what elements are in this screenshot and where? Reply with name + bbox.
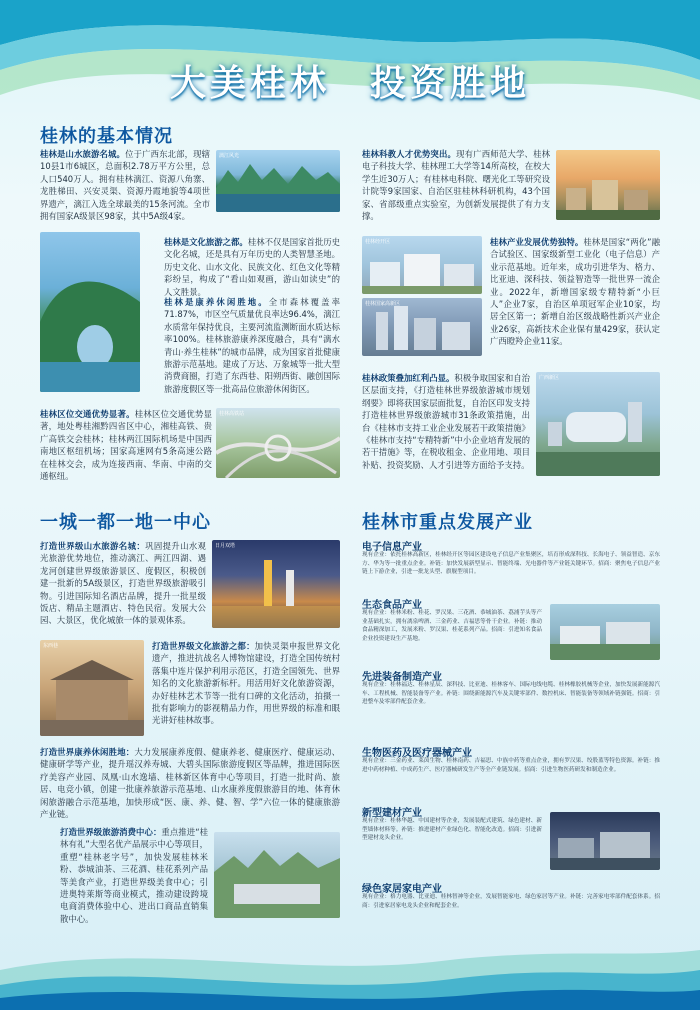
paragraph-policy: 桂林政策叠加红利凸显。积极争取国家和自治区层面支持，《打造桂林世界级旅游城市规划纲要》即将获国家层面批复，自治区印发支持打造桂林世界级旅游城市31条政策措施，出台《桂林市支持工业企业发展若干政策措施》《桂林市支持“专精特新”中小企业培育发展的若干措施》等，在税收租金、企业用地、项目补贴、投资奖励、人才引进等方面给予支持。	[362, 373, 531, 470]
page-title: 大美桂林 投资胜地	[169, 63, 530, 104]
industry-title: 生物医药及医疗器械产业	[362, 748, 472, 759]
industry-text: 现有企业：桂林米粉、桂花、罗汉果、三花酒、恭城油茶、荔浦芋头等产业基础扎实，拥有漓泉啤酒、三金药业、吉福思等骨干企业。补链：推动食品精深加工，发展米粉、罗汉果、桂花系列产品。招商：引进知名食品企业投资建设生产基地。	[362, 610, 542, 642]
paragraph-transport: 桂林区位交通优势显著。桂林区位交通优势显著，地处粤桂湘黔四省区中心，湘桂高铁、贵广高铁交会桂林；桂林两江国际机场是中国西南地区枢纽机场；国家高速网有5条高速公路在桂林交会，成为连接西南、华南、中南的交通枢纽。	[40, 409, 213, 482]
paragraph-culture-city: 打造世界级文化旅游之都：加快灵渠申报世界文化遗产，推进抗战名人博物馆建设，打造全国传统村落集中连片保护利用示范区，打造全国领先、世界知名的文化旅游新标杆。用活用好文化旅游资源，办好桂林艺术节等一批有口碑的文化活动，拍摄一批有影响力的影视精品力作，用世界级的标准和眼光讲好桂林故事。	[152, 641, 341, 726]
photo-caption: 广西新区	[539, 375, 560, 381]
photo-caption: 日月双塔	[215, 543, 236, 549]
food-industrial-park-photo	[550, 604, 660, 660]
industry-text: 现有企业：格力电器、比亚迪、桂林智神等企业，发展智能家电、绿色家居等产业。补链：完善家电零部件配套体系。招商：引进家居家电龙头企业和配套企业。	[362, 894, 660, 909]
paragraph-consumption-center: 打造世界级旅游消费中心：重点推进“桂林有礼”大型名优产品展示中心等项目，重塑“桂林老字号”，加快发展桂林米粉、恭城油茶、三花酒、桂花系列产品等美食产业，打造世界级美食中心；引进奥特莱斯等商业模式，推动建设跨境电商消费体验中心、进出口商品直销集散中心。	[60, 827, 208, 924]
industry-text: 现有企业：依托桂林高新区，桂林经开区等园区建设电子信息产业集聚区，培育形成深科技、长海电子、领益智造、京东方、华为等一批重点企业。补链：加快发展新型显示、智能终端、光电器件等产业链关键环节。招商：聚焦电子信息产业链上下游企业，引进一批龙头型、旗舰型项目。	[362, 552, 660, 576]
high-tech-zone-photo	[362, 298, 482, 356]
photo-caption: 桂林高铁站	[219, 411, 245, 417]
paragraph-health: 桂林是康养休闲胜地。全市森林覆盖率71.87%，市区空气质量优良率达96.4%，漓江水质常年保持优良，主要河流监测断面水质达标率100%。桂林旅游康养深度融合，具有“漓水青山·养生桂林”的城市品牌，成为国家首批健康旅游示范基地。建成了万达、万象城等一批大型消费商圈，打造了东西巷、阳朔西街、融创国际旅游度假区等一批高品位旅游休闲街区。	[164, 297, 340, 394]
li-river-photo	[216, 150, 340, 212]
elephant-trunk-hill-photo	[40, 232, 140, 392]
photo-caption: 桂林经开区	[365, 239, 391, 245]
photo-caption: 桂林国家高新区	[365, 301, 401, 307]
university-campus-photo	[556, 150, 660, 220]
paragraph-culture: 桂林是文化旅游之都。桂林不仅是国家首批历史文化名城，还是具有万年历史的人类智慧圣地。历史文化、山水文化、民族文化、红色文化等精彩纷呈，构成了“看山如观画，游山如读史”的人文胜景。	[164, 237, 340, 297]
section-title-industry: 桂林市重点发展产业	[362, 512, 533, 533]
paragraph-landscape-city: 打造世界级山水旅游名城：巩固提升山水观光旅游优势地位，推动漓江、两江四湖、遇龙河创建世界级旅游景区、度假区，积极创建一批新的5A级景区，打造世界级旅游吸引物。引进国际知名酒店品牌，提升一批星级饭店、精品主题酒店、特色民宿。发展大公园、大景区，优化城旅一体的景观体系。	[40, 541, 207, 626]
industry-text: 现有企业：桂林华越、中国建材等企业，发展装配式建筑、绿色建材、新型墙体材料等。补链：推进建材产业绿色化、智能化改造。招商：引进新型建材龙头企业。	[362, 818, 542, 842]
building-materials-plant-photo	[550, 812, 660, 870]
section-title-basic: 桂林的基本情况	[40, 126, 173, 147]
industry-text: 现有企业：桂林福达、桂林星辰、深科技、比亚迪、桂林客车、国际电线电缆、桂林橡胶机械等企业，加快发展新能源汽车、工程机械、智能装备等产业。补链：围绕新能源汽车及关键零部件、数控机床、智能装备等领域补链强链。招商：引进整车及零部件配套企业。	[362, 682, 660, 706]
new-district-aerial-photo	[536, 372, 660, 476]
econ-dev-zone-photo	[362, 236, 482, 294]
paragraph-education: 桂林科教人才优势突出。现有广西师范大学、桂林电子科技大学、桂林理工大学等14所高校，在校大学生近30万人；有桂林电科院、曙光化工等研究设计院等9家国家、自治区驻桂林科研机构，43个国家、省部级重点实验室，为创新发展提供了有力支撑。	[362, 149, 551, 222]
paragraph-health-city: 打造世界康养休闲胜地：大力发展康养度假、健康养老、健康医疗、健康运动、健康研学等产业，提升瑶汉养寿城、大碧头国际旅游度假区等品牌，推进国际医疗美容产业园、凤凰·山水逸墙、桂林新区体育中心等项目，打造一批时尚、旅居、电竞小镇，创建一批康养旅游示范基地、山水康养度假旅游目的地、体育休闲旅游融合示范基地，加快形成“医、康、养、健、智、学”六位一体的健康旅游产业链。	[40, 747, 341, 820]
industry-title: 生态食品产业	[362, 600, 422, 611]
paragraph-landscape: 桂林是山水旅游名城。位于广西东北部，现辖10县1市6城区，总面积2.78万平方公里，总人口540万人。拥有桂林漓江、资源八角寨、龙胜梯田、兴安灵渠、资源丹霞地貌等4项世界遗产，漓江入选全球最美的15条河流。全市拥有国家A级景区98家，其中5A级4家。	[40, 149, 211, 222]
sun-moon-pagodas-photo	[212, 540, 340, 628]
section-title-center: 一城一都一地一中心	[40, 512, 211, 533]
photo-caption: 漓江风光	[219, 153, 240, 159]
photo-caption: 东西巷	[43, 643, 59, 649]
paragraph-industry-advantage: 桂林产业发展优势独特。桂林是国家“两化”融合试验区、国家级新型工业化（电子信息）产业示范基地。近年来，成功引进华为、格力、比亚迪、深科技、领益智造等一批世界一流企业。2022年，新增国家级专精特新“小巨人”企业7家，自治区单项冠军企业10家，均居全区第一；新增自治区级战略性新兴产业企业26家，高新技术企业保有量429家，获认定广西瞪羚企业11家。	[490, 237, 660, 347]
highway-interchange-photo	[216, 408, 340, 478]
east-west-lane-photo	[40, 640, 144, 736]
footer-wave-decoration	[0, 940, 700, 1010]
industry-text: 现有企业：三金药业、莱茵生物、桂林南药、吉福思、中族中药等重点企业，拥有罗汉果、绞股蓝等特色资源。补链：推进中药材种植、中成药生产、医疗器械研发生产等全产业链发展。招商：引进生物医药研发和制造企业。	[362, 758, 660, 773]
industry-title: 绿色家居家电产业	[362, 884, 442, 895]
industry-title: 电子信息产业	[362, 542, 422, 553]
city-aerial-photo	[214, 832, 340, 918]
industry-title: 先进装备制造产业	[362, 672, 442, 683]
industry-title: 新型建材产业	[362, 808, 422, 819]
